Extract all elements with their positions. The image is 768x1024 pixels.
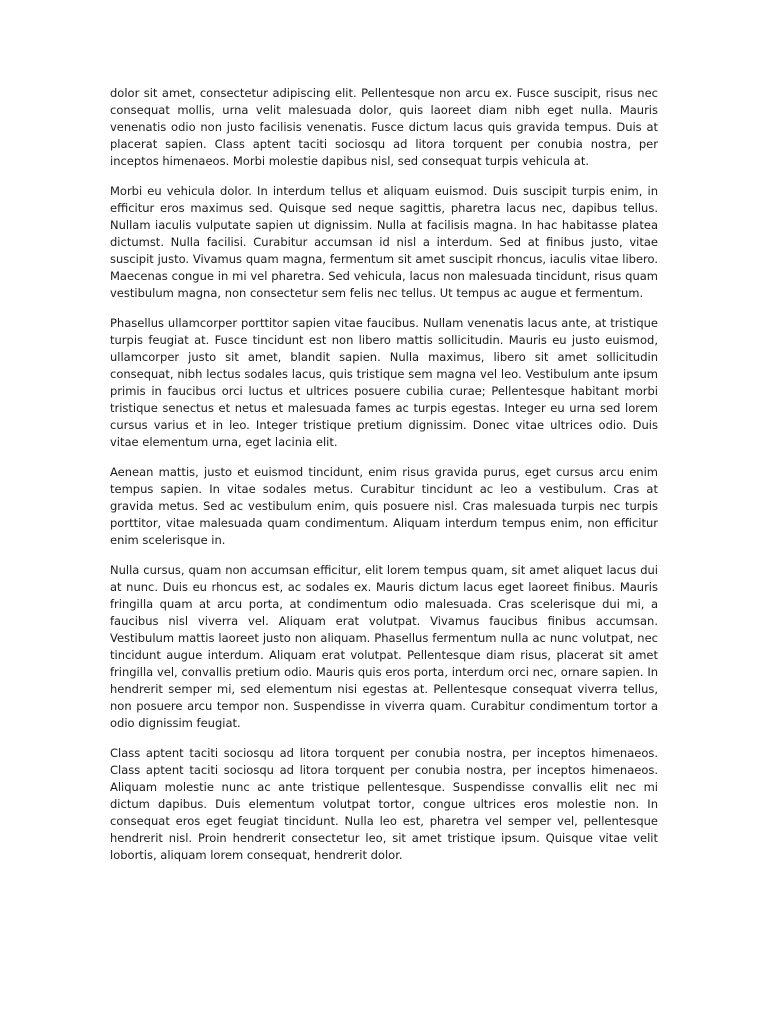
paragraph-6: Class aptent taciti sociosqu ad litora torquent per conubia nostra, per inceptos himenaeos. Class aptent taciti sociosqu ad litora torquent per conubia nostra, per inceptos himenaeos. Aliquam molestie nunc ac ante tristique pellentesque. Suspendisse convallis elit nec mi dictum dapibus. Duis elementum volutpat tortor, congue ultrices eros molestie non. In consequat eros eget feugiat tincidunt. Nulla leo est, pharetra vel semper vel, pellentesque hendrerit nisl. Proin hendrerit consectetur leo, sit amet tristique ipsum. Quisque vitae velit lobortis, aliquam lorem consequat, hendrerit dolor. bbox=[110, 746, 658, 862]
paragraph-2: Morbi eu vehicula dolor. In interdum tellus et aliquam euismod. Duis suscipit turpis enim, in efficitur eros maximus sed. Quisque sed neque sagittis, pharetra lacus nec, dapibus tellus. Nullam iaculis vulputate sapien ut dignissim. Nulla at facilisis magna. In hac habitasse platea dictumst. Nulla facilisi. Curabitur accumsan id nisl a interdum. Sed at finibus justo, vitae suscipit justo. Vivamus quam magna, fermentum sit amet suscipit rhoncus, iaculis vitae libero. Maecenas congue in mi vel pharetra. Sed vehicula, lacus non malesuada tincidunt, risus quam vestibulum magna, non consectetur sem felis nec tellus. Ut tempus ac augue et fermentum. bbox=[110, 184, 658, 300]
paragraph-3: Phasellus ullamcorper porttitor sapien vitae faucibus. Nullam venenatis lacus ante, at tristique turpis feugiat at. Fusce tincidunt est non libero mattis sollicitudin. Mauris eu justo euismod, ullamcorper justo sit amet, blandit sapien. Nulla maximus, libero sit amet sollicitudin consequat, nibh lectus sodales lacus, quis tristique sem magna vel leo. Vestibulum ante ipsum primis in faucibus orci luctus et ultrices posuere cubilia curae; Pellentesque habitant morbi tristique senectus et netus et malesuada fames ac turpis egestas. Integer eu urna sed lorem cursus varius et in leo. Integer tristique pretium dignissim. Donec vitae ultrices odio. Duis vitae elementum urna, eget lacinia elit. bbox=[110, 316, 658, 449]
paragraph-5: Nulla cursus, quam non accumsan efficitur, elit lorem tempus quam, sit amet aliquet lacus dui at nunc. Duis eu rhoncus est, ac sodales ex. Mauris dictum lacus eget laoreet finibus. Mauris fringilla quam at arcu porta, at condimentum odio malesuada. Cras scelerisque dui mi, a faucibus nisl viverra vel. Aliquam erat volutpat. Vivamus faucibus finibus accumsan. Vestibulum mattis laoreet justo non aliquam. Phasellus fermentum nulla ac nunc volutpat, nec tincidunt augue interdum. Aliquam erat volutpat. Pellentesque diam risus, placerat sit amet fringilla vel, convallis pretium odio. Mauris quis eros porta, interdum orci nec, ornare sapien. In hendrerit semper mi, sed elementum nisi egestas at. Pellentesque consequat viverra tellus, non posuere arcu tempor non. Suspendisse in viverra quam. Curabitur condimentum tortor a odio dignissim feugiat. bbox=[110, 563, 658, 730]
paragraph-4: Aenean mattis, justo et euismod tincidunt, enim risus gravida purus, eget cursus arcu enim tempus sapien. In vitae sodales metus. Curabitur tincidunt ac leo a vestibulum. Cras at gravida metus. Sed ac vestibulum enim, quis posuere nisl. Cras malesuada turpis nec turpis porttitor, vitae malesuada quam condimentum. Aliquam interdum tempus enim, non efficitur enim scelerisque in. bbox=[110, 465, 658, 547]
paragraph-1: dolor sit amet, consectetur adipiscing elit. Pellentesque non arcu ex. Fusce suscipit, risus nec consequat mollis, urna velit malesuada dolor, quis laoreet diam nibh eget nulla. Mauris venenatis odio non justo facilisis venenatis. Fusce dictum lacus quis gravida tempus. Duis at placerat sapien. Class aptent taciti sociosqu ad litora torquent per conubia nostra, per inceptos himenaeos. Morbi molestie dapibus nisl, sed consequat turpis vehicula at. bbox=[110, 86, 658, 168]
document-page bbox=[110, 85, 658, 877]
